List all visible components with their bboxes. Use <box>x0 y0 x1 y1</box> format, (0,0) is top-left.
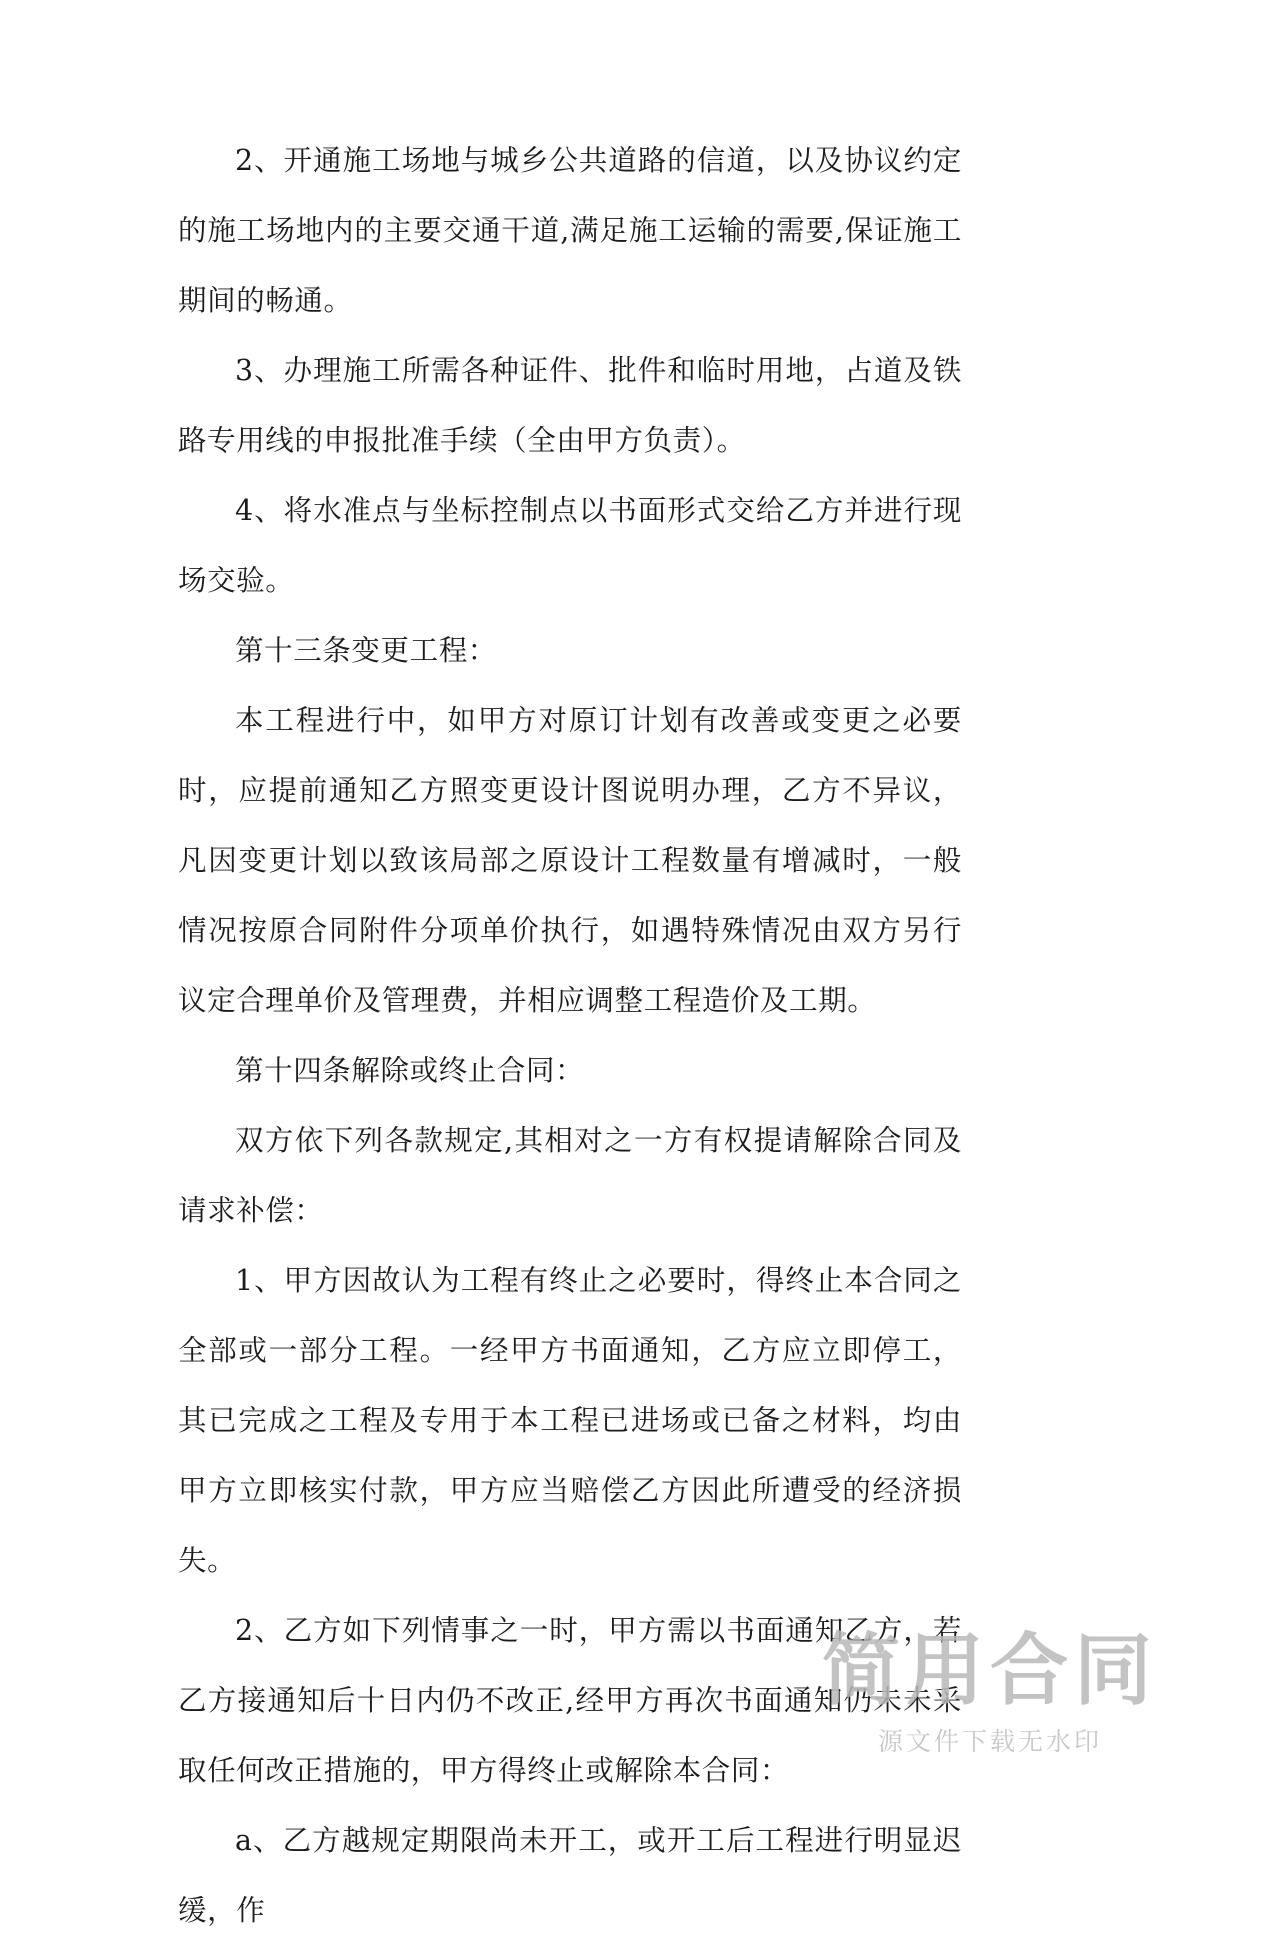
article-13-heading: 第十三条变更工程： <box>235 634 497 667</box>
article-14-item-1: 1、甲方因故认为工程有终止之必要时，得终止本合同之全部或一部分工程。一经甲方书面通知，乙方应立即停工，其已完成之工程及专用于本工程已进场或已备之材料，均由甲方立即核实付款，甲方应当赔偿乙方因此所遭受的经济损失。 <box>178 1264 962 1577</box>
article-14-item-2a: a、乙方越规定期限尚未开工，或开工后工程进行明显迟缓，作 <box>178 1824 962 1927</box>
article-14-item-2: 2、乙方如下列情事之一时，甲方需以书面通知乙方，若乙方接通知后十日内仍不改正,经甲方再次书面通知仍未未采取任何改正措施的，甲方得终止或解除本合同： <box>178 1614 962 1787</box>
clause-item-4-benchmark: 4、将水准点与坐标控制点以书面形式交给乙方并进行现场交验。 <box>178 494 962 597</box>
clause-item-2-open-road: 2、开通施工场地与城乡公共道路的信道，以及协议约定的施工场地内的主要交通干道,满足施工运输的需要,保证施工期间的畅通。 <box>178 144 962 317</box>
article-13-body: 本工程进行中，如甲方对原订计划有改善或变更之必要时，应提前通知乙方照变更设计图说明办理，乙方不异议，凡因变更计划以致该局部之原设计工程数量有增减时，一般情况按原合同附件分项单价执行，如遇特殊情况由双方另行议定合理单价及管理费，并相应调整工程造价及工期。 <box>178 704 962 1017</box>
document-body <box>178 126 962 1946</box>
article-14-heading: 第十四条解除或终止合同： <box>235 1054 585 1087</box>
article-14-body: 双方依下列各款规定,其相对之一方有权提请解除合同及请求补偿： <box>178 1124 962 1227</box>
clause-item-3-permits: 3、办理施工所需各种证件、批件和临时用地，占道及铁路专用线的申报批准手续（全由甲方负责）。 <box>178 354 962 457</box>
watermark-subtitle-text: 源文件下载无水印 <box>877 1727 1102 1756</box>
watermark-brand-text: 简用合同 <box>821 1626 1158 1716</box>
